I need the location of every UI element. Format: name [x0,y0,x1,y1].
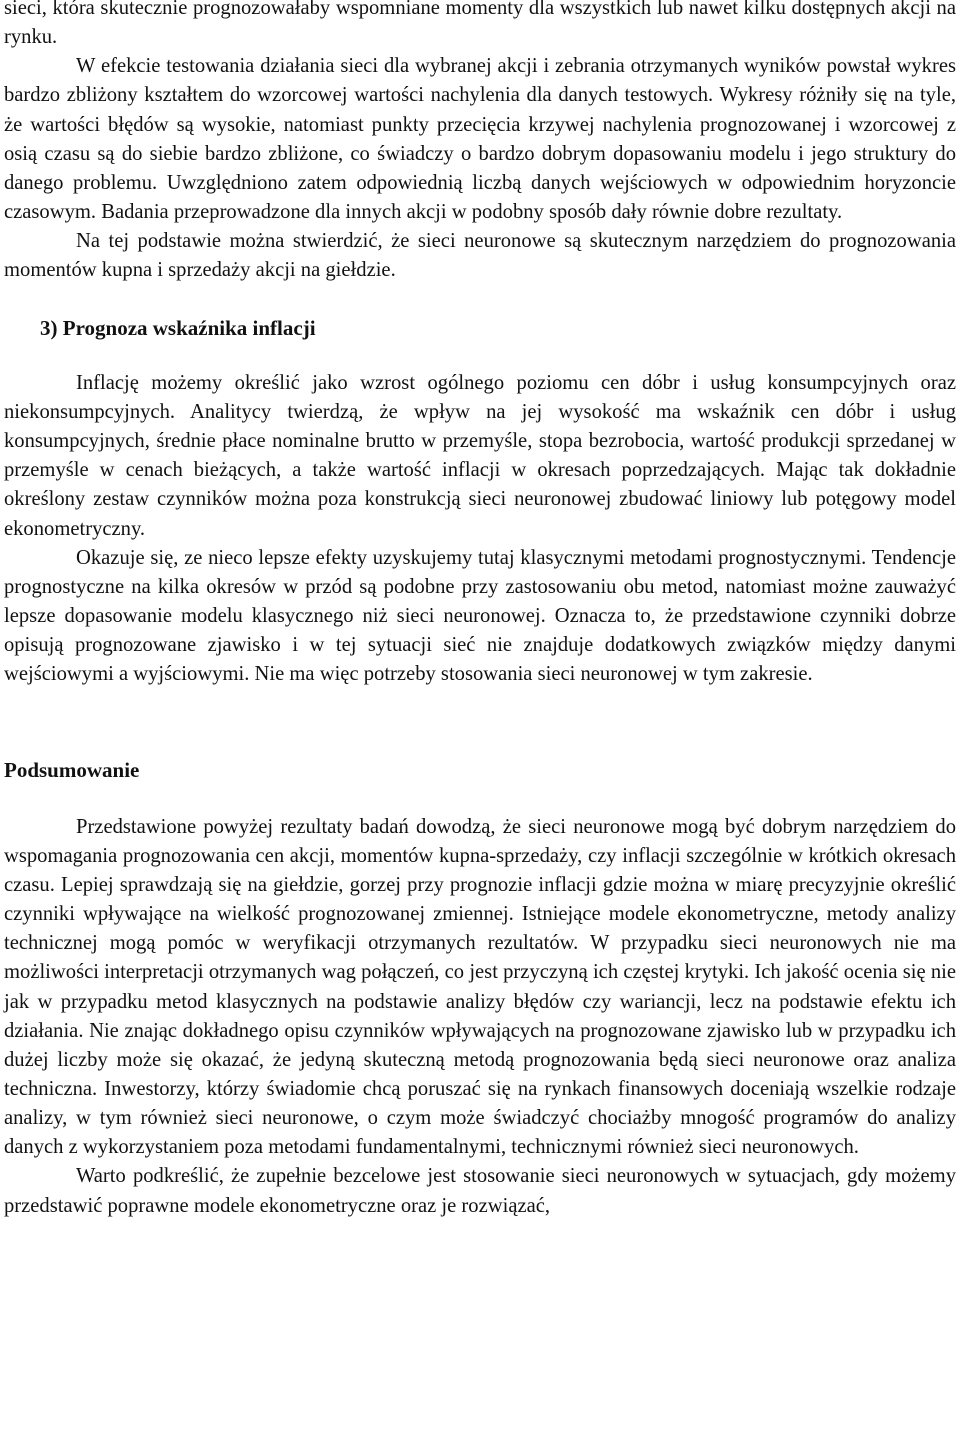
paragraph-network-testing: W efekcie testowania działania sieci dla wybranej akcji i zebrania otrzymanych wyników powstał wykres bardzo zbliżony kształtem do wzorcowej wartości nachylenia dla danych testowych. Wykresy różniły się na tyle, że wartości błędów są wysokie, natomiast punkty przecięcia krzywej nachylenia prognozowanej i wzorcowej z osią czasu są do siebie bardzo zbliżone, co świadczy o bardzo dobrym dopasowaniu modelu i jego struktury do danego problemu. Uwzględniono zatem odpowiednią liczbą danych wejściowych w odpowiednim horyzoncie czasowym. Badania przeprowadzone dla innych akcji w podobny sposób dały równie dobre rezultaty. [4,55,956,224]
paragraph-inflation-results: Okazuje się, ze nieco lepsze efekty uzyskujemy tutaj klasycznymi metodami prognostycznymi. Tendencje prognostyczne na kilka okresów w przód są podobne przy zastosowaniu obu metod, natomiast możne zauważyć lepsze dopasowanie modelu klasycznego niż sieci neuronowej. Oznacza to, że przedstawione czynniki dobrze opisują prognozowane zjawisko i w tej sytuacji sieć nie znajduje dodatkowych związków między danymi wejściowymi a wyjściowymi. Nie ma więc potrzeby stosowania sieci neuronowej w tym zakresie. [4,546,956,686]
paragraph-continuation: sieci, która skutecznie prognozowałaby wspomniane momenty dla wszystkich lub nawet kilku dostępnych akcji na rynku. [4,0,956,49]
document-page [4,0,956,1221]
section-heading-summary: Podsumowanie [4,758,140,783]
paragraph-summary-final: Warto podkreślić, że zupełnie bezcelowe jest stosowanie sieci neuronowych w sytuacjach, gdy możemy przedstawić poprawne modele ekonometryczne oraz je rozwiązać, [4,1165,956,1217]
paragraph-inflation-definition: Inflację możemy określić jako wzrost ogólnego poziomu cen dóbr i usług konsumpcyjnych oraz niekonsumpcyjnych. Analitycy twierdzą, że wpływ na jej wysokość ma wskaźnik cen dóbr i usług konsumpcyjnych, średnie płace nominalne brutto w przemyśle, stopa bezrobocia, wartość produkcji sprzedanej w przemyśle w cenach bieżących, a także wartość inflacji w okresach poprzedzających. Mając tak dokładnie określony zestaw czynników można poza konstrukcją sieci neuronowej zbudować liniowy lub potęgowy model ekonometryczny. [4,371,956,540]
paragraph-summary-main: Przedstawione powyżej rezultaty badań dowodzą, że sieci neuronowe mogą być dobrym narzędziem do wspomagania prognozowania cen akcji, momentów kupna-sprzedaży, czy inflacji szczególnie w krótkich okresach czasu. Lepiej sprawdzają się na giełdzie, gorzej przy prognozie inflacji gdzie można w miarę precyzyjnie określić czynniki wpływające na wielkość prognozowanej zmiennej. Istniejące modele ekonometryczne, metody analizy technicznej mogą pomóc w weryfikacji otrzymanych rezultatów. W przypadku sieci neuronowych nie ma możliwości interpretacji otrzymanych wag połączeń, co jest przyczyną ich częstej krytyki. Ich jakość ocenia się nie jak w przypadku metod klasycznych na podstawie analizy błędów czy wariancji, lecz na podstawie efektu ich działania. Nie znając dokładnego opisu czynników wpływających na prognozowane zjawisko lub w przypadku ich dużej liczby może się okazać, że jedyną skuteczną metodą prognozowania będą sieci neuronowe oraz analiza techniczna. Inwestorzy, którzy świadomie chcą poruszać się na rynkach finansowych doceniają wszelkie rodzaje analizy, w tym również sieci neuronowe, o czym może świadczyć chociażby mnogość programów do analizy danych z wykorzystaniem poza metodami fundamentalnymi, technicznymi również sieci neuronowych. [4,815,956,1159]
section-heading-inflation: 3) Prognoza wskaźnika inflacji [40,315,316,340]
paragraph-conclusion-stocks: Na tej podstawie można stwierdzić, że sieci neuronowe są skutecznym narzędziem do prognozowania momentów kupna i sprzedaży akcji na giełdzie. [4,230,956,282]
